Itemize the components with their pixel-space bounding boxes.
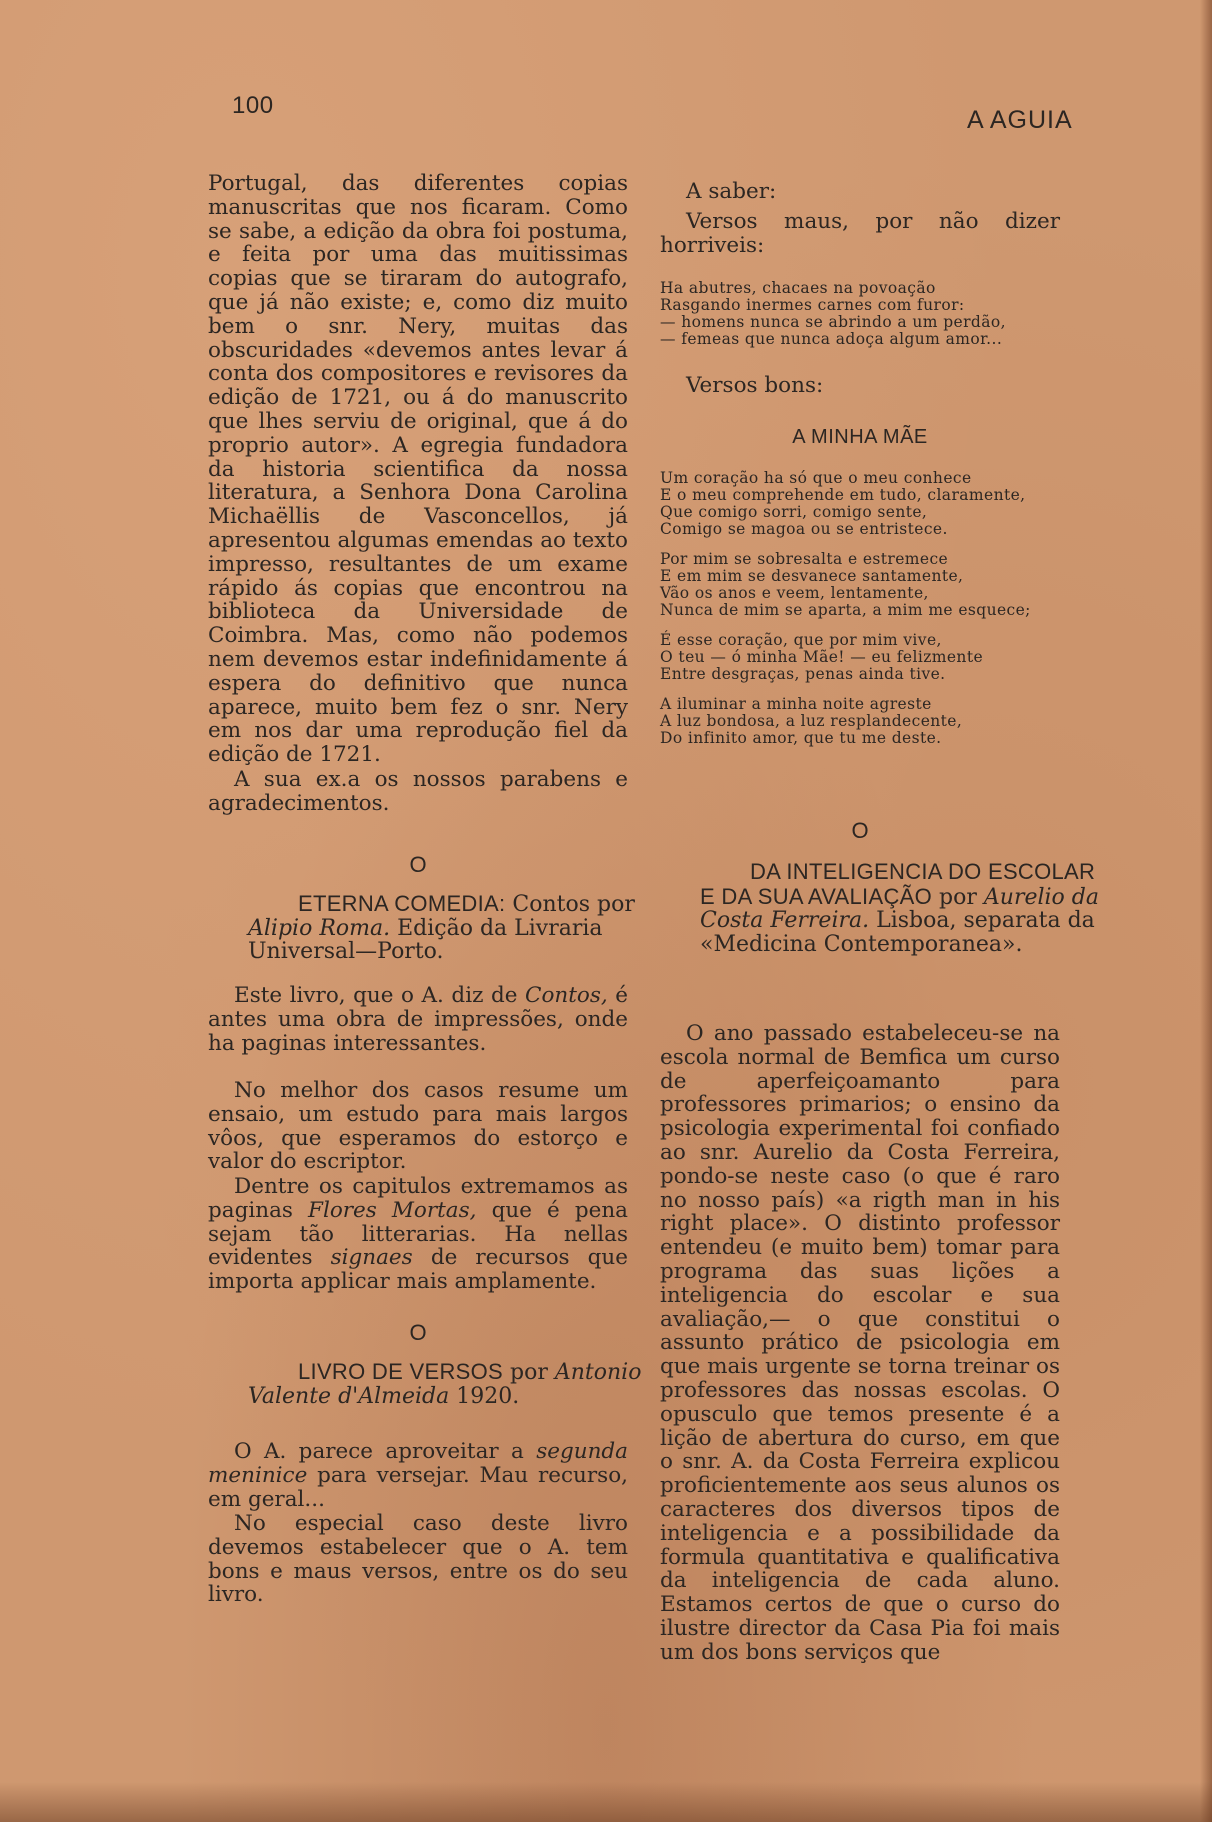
page-bottom-shadow [0, 1782, 1212, 1822]
review-heading-livro-de-versos [208, 1360, 668, 1408]
poem-stanza [660, 470, 1060, 538]
section-separator: O [409, 1320, 427, 1345]
verse-line: Comigo se magoa ou se entristece. [660, 520, 948, 538]
text-run: é antes uma obra de impressões, onde ha paginas interessantes. [208, 983, 628, 1056]
verse-line: A luz bondosa, a luz resplandecente, [660, 712, 963, 730]
poem-stanza [660, 632, 1060, 683]
verse-line: Do infinito amor, que tu me deste. [660, 729, 942, 747]
text-run: que é pena sejam tão litterarias. Ha nellas evidentes [208, 1197, 628, 1271]
verse-line: Nunca de mim se aparta, a mim me esquece; [660, 601, 1031, 619]
verse-line: É esse coração, que por mim vive, [660, 631, 942, 649]
thanks-paragraph: A sua ex.a os nossos parabens e agradecimentos. [208, 767, 628, 816]
verse-line: O teu — ó minha Mãe! — eu felizmente [660, 648, 984, 666]
verse-line: E em mim se desvanece santamente, [660, 567, 964, 585]
review1-paragraph-3 [208, 1175, 628, 1294]
poem-stanza [660, 551, 1060, 619]
verse-line: Rasgando inermes carnes com furor: [660, 296, 965, 314]
text-run: para versejar. Mau recurso, em geral... [208, 1462, 628, 1512]
intro-bad-verses: Versos maus, por não dizer horriveis: [660, 209, 1060, 258]
review-year: 1920. [456, 1383, 520, 1409]
italic-run: segunda meninice [208, 1439, 628, 1488]
text-run: Dentre os capitulos extremamos as paginas [208, 1174, 628, 1223]
page-edge-shadow [1200, 0, 1212, 1822]
verse-line: A iluminar a minha noite agreste [660, 695, 932, 713]
verse-line: Entre desgraças, penas ainda tive. [660, 665, 946, 683]
review-heading-eterna-comedia [208, 892, 668, 964]
verse-line: — homens nunca se abrindo a um perdão, [660, 313, 1006, 331]
review-publisher: Lisboa, separata da «Medicina Contemporanea». [700, 908, 1095, 957]
poem-title: A MINHA MÃE [792, 426, 928, 448]
text-run: de recursos que importa applicar mais amplamente. [208, 1245, 629, 1295]
intro-a-saber: A saber: [686, 179, 777, 204]
verse-line: Vão os anos e veem, lentamente, [660, 584, 929, 602]
running-head: A AGUIA [967, 106, 1073, 134]
page-number: 100 [232, 92, 274, 119]
verse-line: Um coração ha só que o meu conhece [660, 469, 972, 487]
verse-line: Por mim se sobresalta e estremece [660, 550, 949, 568]
italic-run: Flores Mortas, [308, 1197, 477, 1223]
text-run: O A. parece aproveitar a [234, 1439, 524, 1464]
review-author: Aurelio da Costa Ferreira. [700, 884, 1099, 933]
review-pre: por [939, 884, 977, 910]
verse-line: Que comigo sorri, comigo sente, [660, 503, 928, 521]
review-title: ETERNA COMEDIA: [298, 891, 506, 916]
review3-paragraph: O ano passado estabeleceu-se na escola normal de Bemfica um curso de aperfeiçoamanto para professores primarios; o ensino da psicologia experimental foi confiado ao snr. Aurelio da Costa Ferreira, pondo-se neste caso (o que é raro no nosso país) «a rigth man in his right place». O distinto professor entendeu (e muito bem) tomar para programa das suas lições a inteligencia do escolar e sua avaliação,— o que constitui o assunto prático de psicologia em que mais urgente se torna treinar os professores das nossas escolas. O opusculo que temos presente é a lição de abertura do curso, em que o snr. A. da Costa Ferreira explicou proficientemente aos seus alunos os caracteres dos diversos tipos de inteligencia e a possibilidade da formula quantitativa e qualificativa da inteligencia de cada aluno. Estamos certos de que o curso do ilustre director da Casa Pia foi mais um dos bons serviços que [660, 1021, 1060, 1665]
verse-line: Ha abutres, chacaes na povoação [660, 279, 936, 297]
bad-verses-stanza [660, 280, 1060, 348]
italic-run: Contos, [525, 983, 608, 1008]
review-title: LIVRO DE VERSOS [298, 1359, 504, 1384]
section-separator: O [409, 852, 427, 877]
section-separator: O [851, 818, 869, 843]
review1-paragraph-2: No melhor dos casos resume um ensaio, um estudo para mais largos vôos, que esperamos do estorço e valor do escriptor. [208, 1078, 628, 1175]
text-run: Este livro, que o A. diz de [234, 983, 518, 1008]
review-pre: Contos por [512, 892, 635, 917]
review2-paragraph-2: No especial caso deste livro devemos estabelecer que o A. tem bons e maus versos, entre os do seu livro. [208, 1511, 628, 1608]
verse-line: E o meu comprehende em tudo, claramente, [660, 486, 1026, 504]
verse-line: — femeas que nunca adoça algum amor... [660, 330, 1003, 348]
review-author: Antonio Valente d'Almeida [248, 1360, 642, 1409]
review-heading-inteligencia [660, 860, 1100, 956]
italic-run: signaes [330, 1245, 413, 1271]
good-verses-label: Versos bons: [686, 373, 824, 398]
review-title: DA INTELIGENCIA DO ESCOLAR E DA SUA AVALIAÇÃO [700, 859, 1096, 909]
review1-paragraph-1 [208, 984, 628, 1055]
continued-paragraph: Portugal, das diferentes copias manuscritas que nos ficaram. Como se sabe, a edição da obra foi postuma, e feita por uma das muitissimas copias que se tiraram do autografo, que já não existe; e, como diz muito bem o snr. Nery, muitas das obscuridades «devemos antes levar á conta dos compositores e revisores da edição de 1721, ou á do manuscrito que lhes serviu de original, que á do proprio autor». A egregia fundadora da historia scientifica da nossa literatura, a Senhora Dona Carolina Michaëllis de Vasconcellos, já apresentou algumas emendas ao texto impresso, resultantes de um exame rápido ás copias que encontrou na biblioteca da Universidade de Coimbra. Mas, como não podemos nem devemos estar indefinidamente á espera do definitivo que nunca aparece, muito bem fez o snr. Nery em nos dar uma reprodução fiel da edição de 1721. [208, 171, 628, 768]
review-publisher: Edição da Livraria Universal—Porto. [248, 915, 603, 964]
poem-stanza [660, 696, 1060, 747]
review-author: Alipio Roma. [248, 915, 391, 941]
review-pre: por [510, 1360, 548, 1385]
poem-body [660, 470, 1060, 760]
review2-paragraph-1 [208, 1440, 628, 1511]
